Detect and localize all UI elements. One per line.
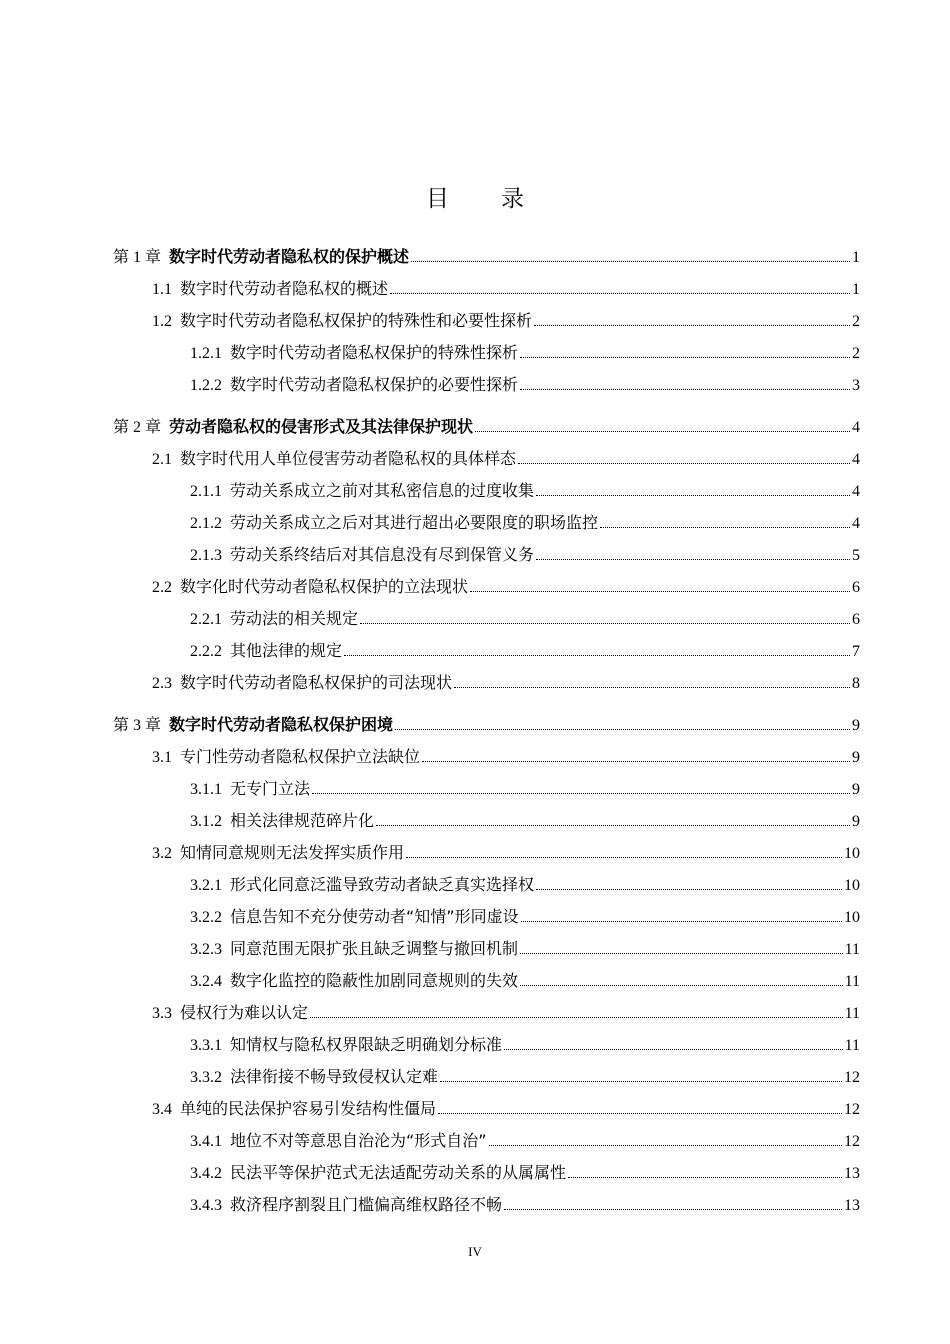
toc-entry-title: 劳动关系成立之后对其进行超出必要限度的职场监控 [230, 513, 599, 532]
toc-entry-page: 11 [844, 1037, 860, 1054]
toc-entry-title: 劳动法的相关规定 [230, 609, 359, 628]
toc-entry-title: 形式化同意泛滥导致劳动者缺乏真实选择权 [230, 875, 535, 894]
toc-entry-number: 3.1.1 [190, 781, 222, 798]
toc-entry-number: 1.2 [152, 313, 172, 330]
toc-entry-page: 10 [844, 877, 860, 894]
toc-dot-leader [470, 591, 850, 592]
toc-entry[interactable] [190, 938, 860, 961]
toc-entry[interactable] [152, 278, 860, 301]
toc-entry-number: 第 2 章 [113, 419, 162, 436]
toc-entry[interactable] [190, 544, 860, 567]
toc-entry-number: 3.4 [152, 1101, 172, 1118]
toc-entry-number: 3.3.2 [190, 1069, 222, 1086]
toc-entry-number: 2.2 [152, 579, 172, 596]
toc-entry-number: 第 1 章 [113, 249, 162, 266]
toc-entry-number: 2.1.1 [190, 483, 222, 500]
toc-dot-leader [520, 953, 843, 954]
toc-entry-number: 3.2.4 [190, 973, 222, 990]
toc-entry-number: 2.1 [152, 451, 172, 468]
toc-entry-title: 法律衔接不畅导致侵权认定难 [230, 1067, 439, 1086]
toc-dot-leader [568, 1177, 842, 1178]
toc-entry-page: 2 [852, 345, 860, 362]
toc-entry[interactable] [190, 970, 860, 993]
toc-dot-leader [504, 1049, 843, 1050]
toc-entry[interactable] [190, 874, 860, 897]
toc-entry-title: 单纯的民法保护容易引发结构性僵局 [180, 1099, 437, 1118]
toc-entry-page: 9 [852, 717, 860, 734]
toc-entry-number: 2.1.2 [190, 515, 222, 532]
toc-dot-leader [312, 793, 850, 794]
toc-dot-leader [536, 889, 842, 890]
toc-entry[interactable] [190, 1194, 860, 1217]
toc-entry-page: 6 [852, 579, 860, 596]
toc-dot-leader [310, 1017, 843, 1018]
toc-dot-leader [438, 1113, 842, 1114]
toc-entry-page: 4 [852, 483, 860, 500]
toc-entry-page: 2 [852, 313, 860, 330]
toc-entry-number: 3.4.3 [190, 1197, 222, 1214]
toc-entry-title: 地位不对等意思自治沦为“形式自治” [230, 1131, 487, 1150]
toc-entry-number: 3.1.2 [190, 813, 222, 830]
toc-entry[interactable] [190, 608, 860, 631]
toc-entry-number: 3.3 [152, 1005, 172, 1022]
toc-entry-title: 民法平等保护范式无法适配劳动关系的从属属性 [230, 1163, 567, 1182]
toc-entry-page: 6 [852, 611, 860, 628]
toc-entry-page: 12 [844, 1069, 860, 1086]
toc-entry-page: 13 [844, 1165, 860, 1182]
toc-dot-leader [411, 261, 850, 262]
toc-entry[interactable] [113, 714, 860, 737]
toc-entry-page: 1 [852, 249, 860, 266]
toc-entry-number: 3.3.1 [190, 1037, 222, 1054]
toc-entry-page: 10 [844, 845, 860, 862]
toc-entry[interactable] [152, 1002, 860, 1025]
toc-entry-page: 8 [852, 675, 860, 692]
toc-entry-page: 4 [852, 419, 860, 436]
toc-entry-title: 相关法律规范碎片化 [230, 811, 375, 830]
toc-entry[interactable] [152, 448, 860, 471]
toc-entry-title: 同意范围无限扩张且缺乏调整与撤回机制 [230, 939, 519, 958]
toc-entry[interactable] [152, 672, 860, 695]
toc-dot-leader [422, 761, 850, 762]
toc-entry-title: 无专门立法 [230, 779, 311, 798]
toc-entry-title: 数字时代劳动者隐私权的概述 [180, 279, 389, 298]
toc-dot-leader [600, 527, 850, 528]
toc-dot-leader [521, 921, 842, 922]
toc-entry[interactable] [190, 512, 860, 535]
toc-entry-title: 数字时代劳动者隐私权保护的必要性探析 [230, 375, 519, 394]
toc-entry[interactable] [113, 416, 860, 439]
toc-entry[interactable] [190, 810, 860, 833]
toc-entry-title: 劳动关系终结后对其信息没有尽到保管义务 [230, 545, 535, 564]
toc-entry-number: 2.3 [152, 675, 172, 692]
toc-entry[interactable] [152, 842, 860, 865]
toc-entry-page: 9 [852, 813, 860, 830]
toc-dot-leader [520, 985, 843, 986]
toc-entry-page: 3 [852, 377, 860, 394]
toc-entry-title: 数字化时代劳动者隐私权保护的立法现状 [180, 577, 469, 596]
toc-entry-page: 4 [852, 451, 860, 468]
toc-entry-number: 3.2 [152, 845, 172, 862]
toc-entry-number: 1.2.1 [190, 345, 222, 362]
toc-entry-number: 1.2.2 [190, 377, 222, 394]
toc-entry-title: 劳动者隐私权的侵害形式及其法律保护现状 [169, 417, 474, 436]
toc-entry-page: 7 [852, 643, 860, 660]
toc-dot-leader [440, 1081, 842, 1082]
toc-entry-title: 数字时代劳动者隐私权保护困境 [169, 715, 394, 734]
toc-entry-title: 数字时代劳动者隐私权保护的特殊性和必要性探析 [180, 311, 533, 330]
toc-dot-leader [376, 825, 850, 826]
toc-entry[interactable] [190, 640, 860, 663]
toc-entry[interactable] [190, 1034, 860, 1057]
toc-entry-number: 3.2.1 [190, 877, 222, 894]
toc-entry[interactable] [190, 480, 860, 503]
toc-entry[interactable] [190, 778, 860, 801]
toc-entry[interactable] [190, 1066, 860, 1089]
toc-dot-leader [518, 463, 850, 464]
toc-entry-title: 知情同意规则无法发挥实质作用 [180, 843, 405, 862]
toc-dot-leader [536, 495, 850, 496]
toc-dot-leader [534, 325, 850, 326]
toc-dot-leader [344, 655, 850, 656]
toc-entry-number: 3.2.3 [190, 941, 222, 958]
toc-entry-title: 数字化监控的隐蔽性加剧同意规则的失效 [230, 971, 519, 990]
toc-entry-page: 10 [844, 909, 860, 926]
toc-entry-page: 1 [852, 281, 860, 298]
toc-entry[interactable] [113, 246, 860, 269]
toc-entry-title: 知情权与隐私权界限缺乏明确划分标准 [230, 1035, 503, 1054]
toc-entry-page: 11 [844, 941, 860, 958]
toc-dot-leader [504, 1209, 842, 1210]
toc-entry-title: 数字时代劳动者隐私权保护的特殊性探析 [230, 343, 519, 362]
toc-entry-page: 11 [844, 1005, 860, 1022]
toc-entry-number: 3.4.2 [190, 1165, 222, 1182]
toc-entry-page: 4 [852, 515, 860, 532]
toc-entry[interactable] [152, 1098, 860, 1121]
toc-entry-page: 12 [844, 1133, 860, 1150]
toc-entry-title: 劳动关系成立之前对其私密信息的过度收集 [230, 481, 535, 500]
toc-entry-number: 2.2.2 [190, 643, 222, 660]
toc-entry[interactable] [190, 374, 860, 397]
toc-entry-title: 数字时代用人单位侵害劳动者隐私权的具体样态 [180, 449, 517, 468]
toc-entry-page: 12 [844, 1101, 860, 1118]
toc-entry[interactable] [190, 342, 860, 365]
toc-entry-number: 3.1 [152, 749, 172, 766]
toc-entry[interactable] [152, 310, 860, 333]
toc-entry[interactable] [152, 576, 860, 599]
toc-dot-leader [536, 559, 850, 560]
toc-entry-number: 2.1.3 [190, 547, 222, 564]
toc-entry-title: 专门性劳动者隐私权保护立法缺位 [180, 747, 421, 766]
toc-entry-title: 数字时代劳动者隐私权的保护概述 [169, 247, 410, 266]
toc-entry-number: 2.2.1 [190, 611, 222, 628]
toc-entry-number: 3.2.2 [190, 909, 222, 926]
toc-dot-leader [390, 293, 850, 294]
toc-entry-number: 1.1 [152, 281, 172, 298]
toc-entry-title: 救济程序割裂且门槛偏高维权路径不畅 [230, 1195, 503, 1214]
toc-entry-title: 数字时代劳动者隐私权保护的司法现状 [180, 673, 453, 692]
toc-entry-number: 3.4.1 [190, 1133, 222, 1150]
toc-dot-leader [454, 687, 850, 688]
toc-entry-title: 侵权行为难以认定 [180, 1003, 309, 1022]
page-title: 目录 [426, 186, 576, 212]
toc-entry-page: 11 [844, 973, 860, 990]
toc-entry[interactable] [190, 1162, 860, 1185]
toc-dot-leader [489, 1145, 842, 1146]
toc-entry-number: 第 3 章 [113, 717, 162, 734]
toc-entry[interactable] [190, 1130, 860, 1153]
toc-entry-page: 9 [852, 749, 860, 766]
toc-entry-page: 13 [844, 1197, 860, 1214]
toc-dot-leader [475, 431, 850, 432]
page-number: IV [468, 1244, 482, 1259]
toc-dot-leader [360, 623, 850, 624]
toc-entry-page: 9 [852, 781, 860, 798]
toc-entry-title: 信息告知不充分使劳动者“知情”形同虚设 [230, 907, 519, 926]
toc-entry-title: 其他法律的规定 [230, 641, 343, 660]
toc-dot-leader [520, 389, 850, 390]
toc-entry-page: 5 [852, 547, 860, 564]
toc-dot-leader [406, 857, 842, 858]
toc-entry[interactable] [152, 746, 860, 769]
toc-dot-leader [395, 729, 850, 730]
toc-dot-leader [520, 357, 850, 358]
toc-entry[interactable] [190, 906, 860, 929]
